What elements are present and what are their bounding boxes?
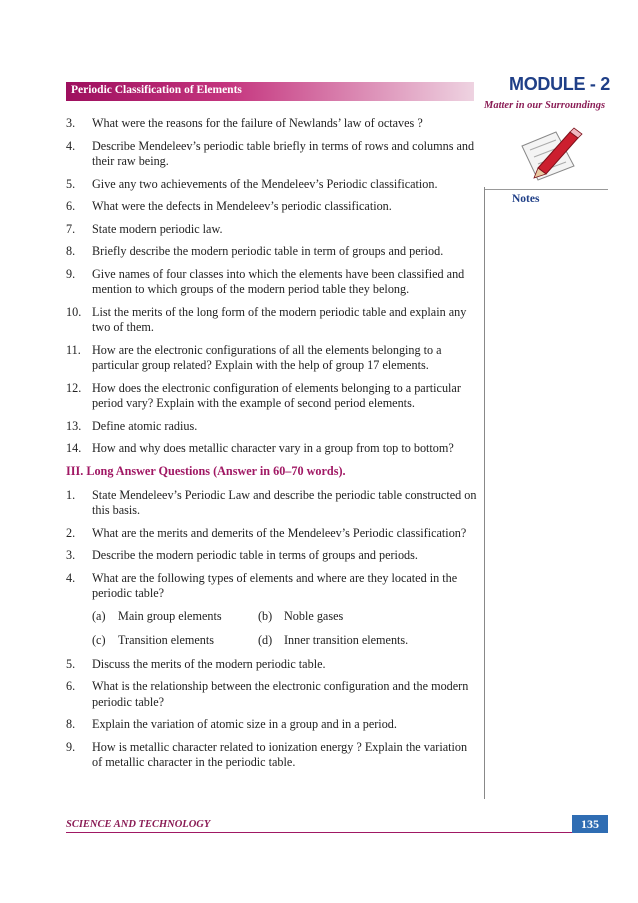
- question-list: [66, 116, 478, 778]
- question-item: 10. List the merits of the long form of the modern periodic table and explain any two of them.: [66, 304, 467, 334]
- option-label: (b): [258, 608, 273, 623]
- footer-subject: SCIENCE AND TECHNOLOGY: [66, 819, 211, 830]
- question-item: 5. Give any two achievements of the Mendeleev’s Periodic classification.: [66, 176, 438, 191]
- question-item: 7. State modern periodic law.: [66, 221, 223, 236]
- question-item: 8. Explain the variation of atomic size in a group and in a period.: [66, 717, 397, 731]
- margin-rule: [484, 187, 485, 799]
- chapter-title: Periodic Classification of Elements: [71, 84, 242, 96]
- question-item: 3. Describe the modern periodic table in terms of groups and periods.: [66, 548, 418, 562]
- notes-pen-icon: [516, 124, 584, 182]
- question-item: 6. What is the relationship between the electronic configuration and the modern periodic table?: [66, 679, 469, 709]
- option-text: Transition elements: [118, 632, 215, 647]
- footer-rule: [66, 832, 608, 833]
- option-label: (d): [258, 632, 273, 647]
- chapter-header-bar: [66, 82, 474, 101]
- option-label: (a): [92, 608, 106, 623]
- module-subtitle: Matter in our Surroundings: [484, 100, 606, 111]
- question-item: 9. Give names of four classes into which the elements have been classified and mention to which groups of the modern period table they belong.: [66, 266, 465, 296]
- option-text: Noble gases: [284, 608, 344, 623]
- question-item: 3. What were the reasons for the failure of Newlands’ law of octaves ?: [66, 116, 423, 130]
- module-title: MODULE - 2: [509, 74, 611, 94]
- page-number: 135: [572, 815, 608, 833]
- question-item: 11. How are the electronic configurations of all the elements belonging to a particular group related? Explain with the help of group 17 elements.: [66, 342, 442, 372]
- question-item: 2. What are the merits and demerits of the Mendeleev’s Periodic classification?: [66, 525, 467, 540]
- question-item: 1. State Mendeleev’s Periodic Law and describe the periodic table constructed on this basis.: [66, 487, 477, 517]
- question-item: 9. How is metallic character related to ionization energy ? Explain the variation of metallic character in the periodic table.: [66, 739, 468, 769]
- question-item: 12. How does the electronic configuration of elements belonging to a particular period vary? Explain with the example of second period elements.: [66, 380, 461, 410]
- question-item: 4. What are the following types of elements and where are they located in the periodic table?: [66, 570, 458, 600]
- question-item: 13. Define atomic radius.: [66, 418, 198, 433]
- option-label: (c): [92, 632, 106, 647]
- option-text: Inner transition elements.: [284, 632, 409, 647]
- question-item: 4. Describe Mendeleev’s periodic table briefly in terms of rows and columns and their raw being.: [66, 138, 475, 168]
- sub-options-row: [92, 633, 478, 648]
- notes-divider: [484, 189, 608, 190]
- section-heading: III. Long Answer Questions (Answer in 60–70 words).: [66, 463, 346, 478]
- question-item: 14. How and why does metallic character vary in a group from top to bottom?: [66, 441, 454, 455]
- question-item: 6. What were the defects in Mendeleev’s periodic classification.: [66, 199, 392, 213]
- notes-label: Notes: [512, 193, 540, 205]
- question-item: 8. Briefly describe the modern periodic table in term of groups and period.: [66, 244, 444, 258]
- question-item: 5. Discuss the merits of the modern periodic table.: [66, 656, 326, 671]
- sub-options-row: [92, 609, 478, 624]
- option-text: Main group elements: [118, 608, 222, 623]
